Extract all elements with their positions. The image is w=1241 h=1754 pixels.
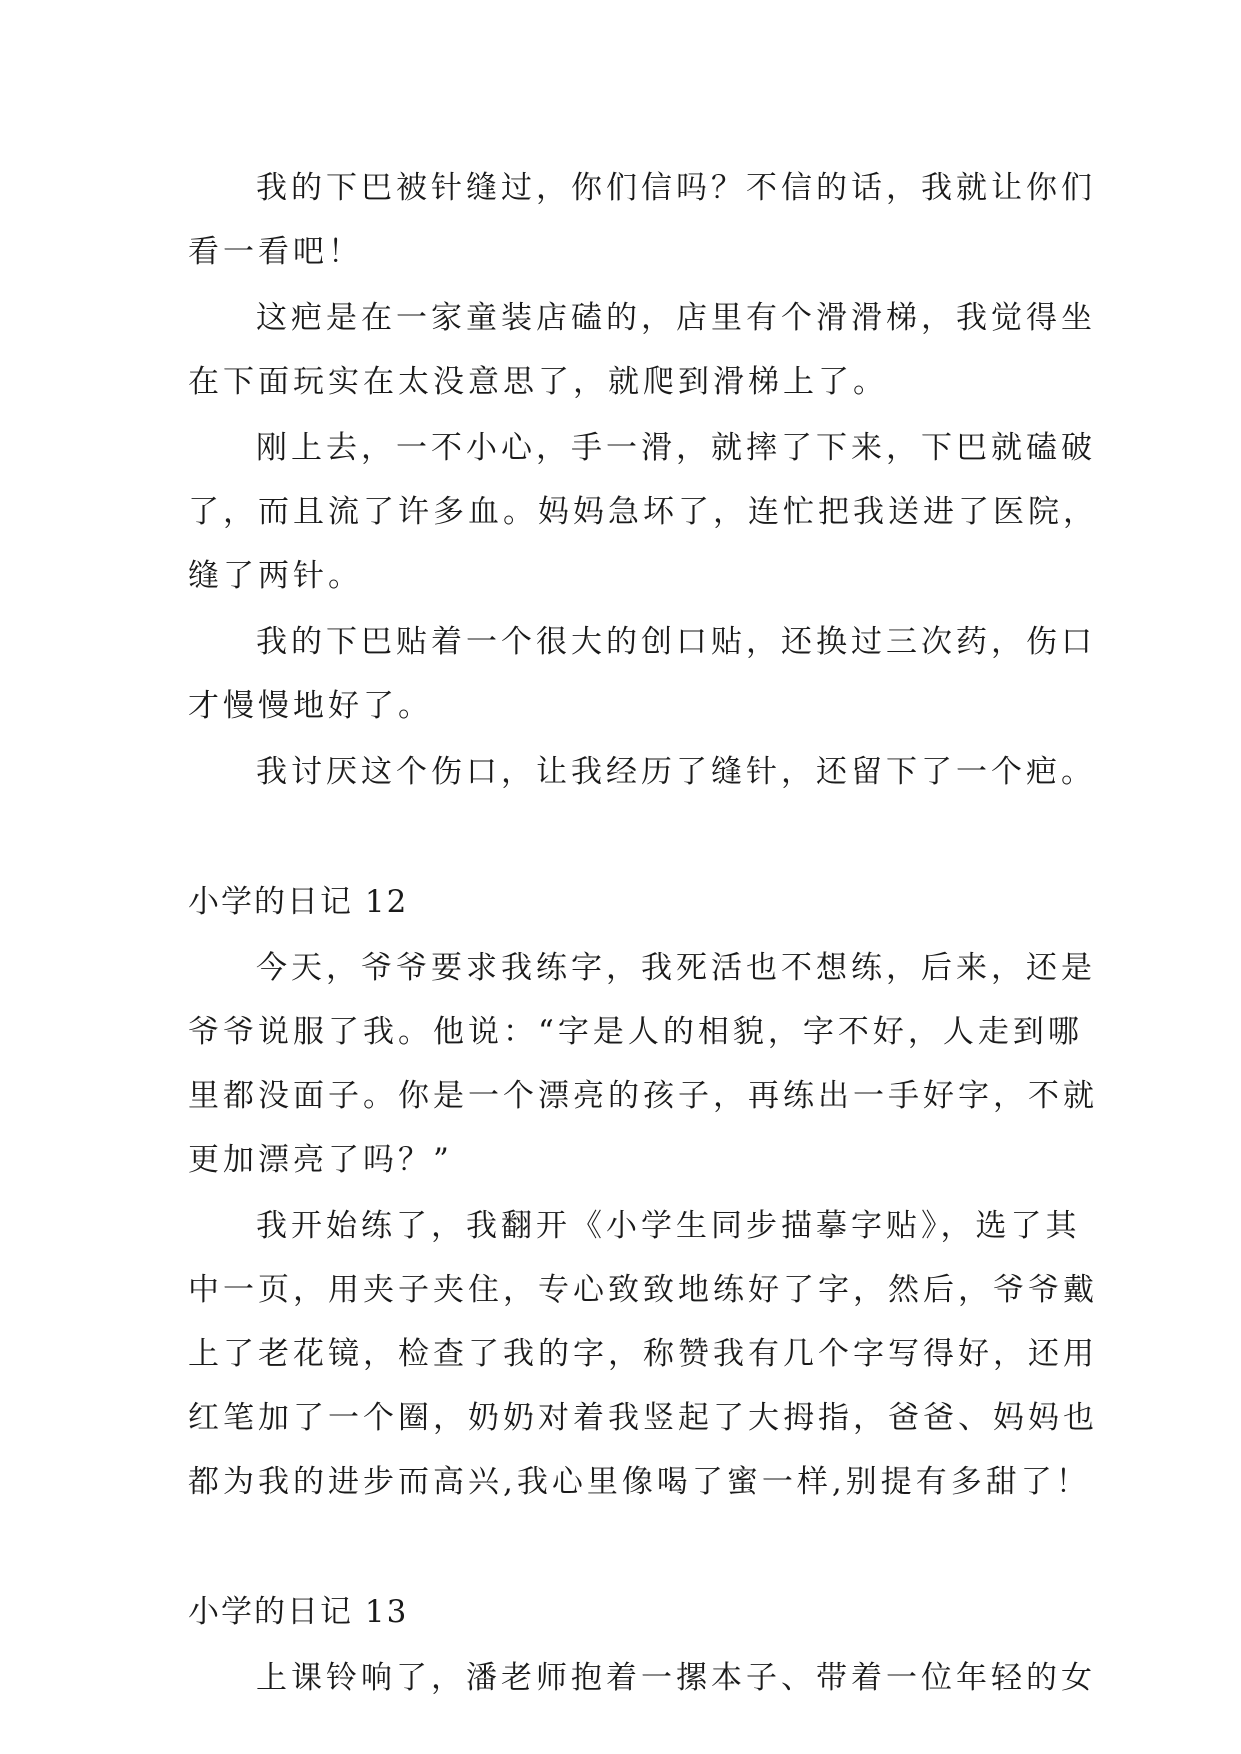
paragraph-line: 看一看吧！ <box>188 234 363 270</box>
paragraph-line: 更加漂亮了吗？” <box>188 1142 453 1178</box>
paragraph-line: 都为我的进步而高兴,我心里像喝了蜜一样,别提有多甜了！ <box>188 1464 1091 1500</box>
paragraph-line: 我开始练了，我翻开《小学生同步描摹字贴》，选了其 <box>256 1208 1081 1244</box>
paragraph-line: 刚上去，一不小心，手一滑，就摔了下来，下巴就磕破 <box>256 430 1096 466</box>
paragraph-line: 里都没面子。你是一个漂亮的孩子，再练出一手好字，不就 <box>188 1078 1098 1114</box>
paragraph-line: 上课铃响了，潘老师抱着一摞本子、带着一位年轻的女 <box>256 1660 1096 1696</box>
section-title: 小学的日记 13 <box>188 1594 409 1630</box>
paragraph-line: 今天，爷爷要求我练字，我死活也不想练，后来，还是 <box>256 950 1096 986</box>
paragraph-line: 爷爷说服了我。他说：“字是人的相貌，字不好，人走到哪 <box>188 1014 1083 1050</box>
section-title: 小学的日记 12 <box>188 884 409 920</box>
paragraph-line: 这疤是在一家童装店磕的，店里有个滑滑梯，我觉得坐 <box>256 300 1096 336</box>
paragraph-line: 在下面玩实在太没意思了，就爬到滑梯上了。 <box>188 364 888 400</box>
paragraph-line: 红笔加了一个圈，奶奶对着我竖起了大拇指，爸爸、妈妈也 <box>188 1400 1098 1436</box>
paragraph-line: 我讨厌这个伤口，让我经历了缝针，还留下了一个疤。 <box>256 754 1096 790</box>
paragraph-line: 才慢慢地好了。 <box>188 688 433 724</box>
paragraph-line: 中一页，用夹子夹住，专心致致地练好了字，然后，爷爷戴 <box>188 1272 1098 1308</box>
paragraph-line: 上了老花镜，检查了我的字，称赞我有几个字写得好，还用 <box>188 1336 1098 1372</box>
paragraph-line: 我的下巴被针缝过，你们信吗？不信的话，我就让你们 <box>256 170 1096 206</box>
paragraph-line: 了，而且流了许多血。妈妈急坏了，连忙把我送进了医院， <box>188 494 1098 530</box>
paragraph-line: 我的下巴贴着一个很大的创口贴，还换过三次药，伤口 <box>256 624 1096 660</box>
paragraph-line: 缝了两针。 <box>188 558 363 594</box>
